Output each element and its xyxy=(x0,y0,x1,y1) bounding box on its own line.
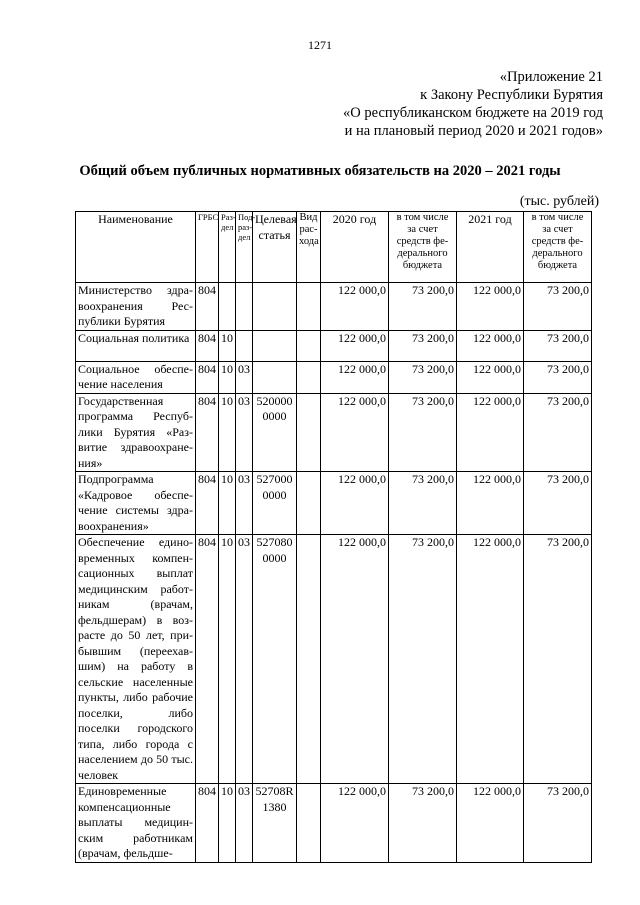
row-razdel: 10 xyxy=(219,393,236,472)
table-header-row xyxy=(76,212,592,283)
table-row xyxy=(76,472,592,535)
row-federal-2020: 73 200,0 xyxy=(389,535,457,784)
row-federal-2020: 73 200,0 xyxy=(389,472,457,535)
row-name: Социальное обеспечение населения xyxy=(76,361,196,393)
appendix-line-1: «Приложение 21 xyxy=(499,69,603,85)
row-grbs: 804 xyxy=(196,472,219,535)
row-federal-2021: 73 200,0 xyxy=(524,393,592,472)
row-razdel xyxy=(219,283,236,331)
row-podrazdel: 03 xyxy=(236,393,253,472)
header-2021-federal: в том числе за счет средств фе-дерального бюджета xyxy=(524,212,592,283)
row-razdel: 10 xyxy=(219,535,236,784)
table-row xyxy=(76,393,592,472)
row-expense-type xyxy=(297,330,321,361)
row-razdel: 10 xyxy=(219,361,236,393)
row-federal-2021: 73 200,0 xyxy=(524,535,592,784)
row-federal-2021: 73 200,0 xyxy=(524,784,592,863)
header-razdel: Раз-дел xyxy=(219,212,236,283)
row-federal-2021: 73 200,0 xyxy=(524,283,592,331)
row-name: Обеспечение единовременных компенсационных выплат медицинским работникам (врачам, фельдшерам) в возрасте до 50 лет, прибывшим (переехавшим) на работу в сельские населенные пункты, либо рабочие поселки, либо поселки городского типа, либо города с населением до 50 тыс. человек xyxy=(76,535,196,784)
row-grbs: 804 xyxy=(196,361,219,393)
row-razdel: 10 xyxy=(219,784,236,863)
page-number: 1271 xyxy=(308,38,332,52)
row-amount-2020: 122 000,0 xyxy=(321,472,389,535)
row-expense-type xyxy=(297,361,321,393)
row-federal-2021: 73 200,0 xyxy=(524,472,592,535)
row-amount-2021: 122 000,0 xyxy=(457,472,524,535)
row-expense-type xyxy=(297,472,321,535)
row-expense-type xyxy=(297,784,321,863)
row-amount-2021: 122 000,0 xyxy=(457,361,524,393)
table-row xyxy=(76,283,592,331)
row-expense-type xyxy=(297,283,321,331)
row-amount-2021: 122 000,0 xyxy=(457,393,524,472)
row-target-article: 520000 0000 xyxy=(253,393,297,472)
row-podrazdel: 03 xyxy=(236,535,253,784)
row-federal-2020: 73 200,0 xyxy=(389,283,457,331)
row-grbs: 804 xyxy=(196,535,219,784)
header-name: Наименование xyxy=(76,212,196,283)
document-title: Общий объем публичных нормативных обязательств на 2020 – 2021 годы xyxy=(79,163,561,179)
header-2020: 2020 год xyxy=(321,212,389,283)
header-2020-federal: в том числе за счет средств фе-дерального бюджета xyxy=(389,212,457,283)
row-amount-2020: 122 000,0 xyxy=(321,535,389,784)
table-body xyxy=(76,283,592,863)
row-target-article xyxy=(253,361,297,393)
row-amount-2020: 122 000,0 xyxy=(321,330,389,361)
row-podrazdel: 03 xyxy=(236,784,253,863)
row-expense-type xyxy=(297,393,321,472)
row-amount-2021: 122 000,0 xyxy=(457,283,524,331)
table-row xyxy=(76,535,592,784)
row-amount-2021: 122 000,0 xyxy=(457,330,524,361)
row-podrazdel xyxy=(236,283,253,331)
row-name: Подпрограмма «Кадровое обеспечение системы здравоохранения» xyxy=(76,472,196,535)
row-name: Социальная политика xyxy=(76,330,196,361)
row-name: Министерство здравоохранения Республики Бурятия xyxy=(76,283,196,331)
row-grbs: 804 xyxy=(196,393,219,472)
table-row xyxy=(76,330,592,361)
row-target-article: 52708R 1380 xyxy=(253,784,297,863)
row-amount-2020: 122 000,0 xyxy=(321,283,389,331)
appendix-line-4: и на плановый период 2020 и 2021 годов» xyxy=(344,123,603,139)
row-federal-2021: 73 200,0 xyxy=(524,330,592,361)
row-grbs: 804 xyxy=(196,283,219,331)
appendix-line-3: «О республиканском бюджете на 2019 год xyxy=(343,105,603,121)
row-grbs: 804 xyxy=(196,784,219,863)
row-target-article: 527000 0000 xyxy=(253,472,297,535)
row-expense-type xyxy=(297,535,321,784)
header-2021: 2021 год xyxy=(457,212,524,283)
row-federal-2020: 73 200,0 xyxy=(389,784,457,863)
row-razdel: 10 xyxy=(219,472,236,535)
row-podrazdel: 03 xyxy=(236,472,253,535)
row-amount-2021: 122 000,0 xyxy=(457,535,524,784)
obligations-table xyxy=(75,211,592,863)
row-federal-2021: 73 200,0 xyxy=(524,361,592,393)
row-grbs: 804 xyxy=(196,330,219,361)
row-target-article xyxy=(253,283,297,331)
header-expense-type: Вид рас-хода xyxy=(297,212,321,283)
row-target-article xyxy=(253,330,297,361)
row-amount-2021: 122 000,0 xyxy=(457,784,524,863)
row-federal-2020: 73 200,0 xyxy=(389,361,457,393)
row-federal-2020: 73 200,0 xyxy=(389,330,457,361)
header-grbs: ГРБС xyxy=(196,212,219,283)
units-label: (тыс. рублей) xyxy=(519,194,599,209)
appendix-line-2: к Закону Республики Бурятия xyxy=(420,87,603,103)
header-target-article: Целевая статья xyxy=(253,212,297,283)
row-name: Единовременные компенсационные выплаты медицинским работникам (врачам, фельдше- xyxy=(76,784,196,863)
row-name: Государственная программа Республики Бурятия «Развитие здравоохранения» xyxy=(76,393,196,472)
row-federal-2020: 73 200,0 xyxy=(389,393,457,472)
row-amount-2020: 122 000,0 xyxy=(321,784,389,863)
table-row xyxy=(76,361,592,393)
row-podrazdel: 03 xyxy=(236,361,253,393)
row-podrazdel xyxy=(236,330,253,361)
table-row xyxy=(76,784,592,863)
header-podrazdel: Под-раз-дел xyxy=(236,212,253,283)
appendix-header xyxy=(203,68,603,140)
row-target-article: 527080 0000 xyxy=(253,535,297,784)
row-amount-2020: 122 000,0 xyxy=(321,361,389,393)
row-amount-2020: 122 000,0 xyxy=(321,393,389,472)
row-razdel: 10 xyxy=(219,330,236,361)
